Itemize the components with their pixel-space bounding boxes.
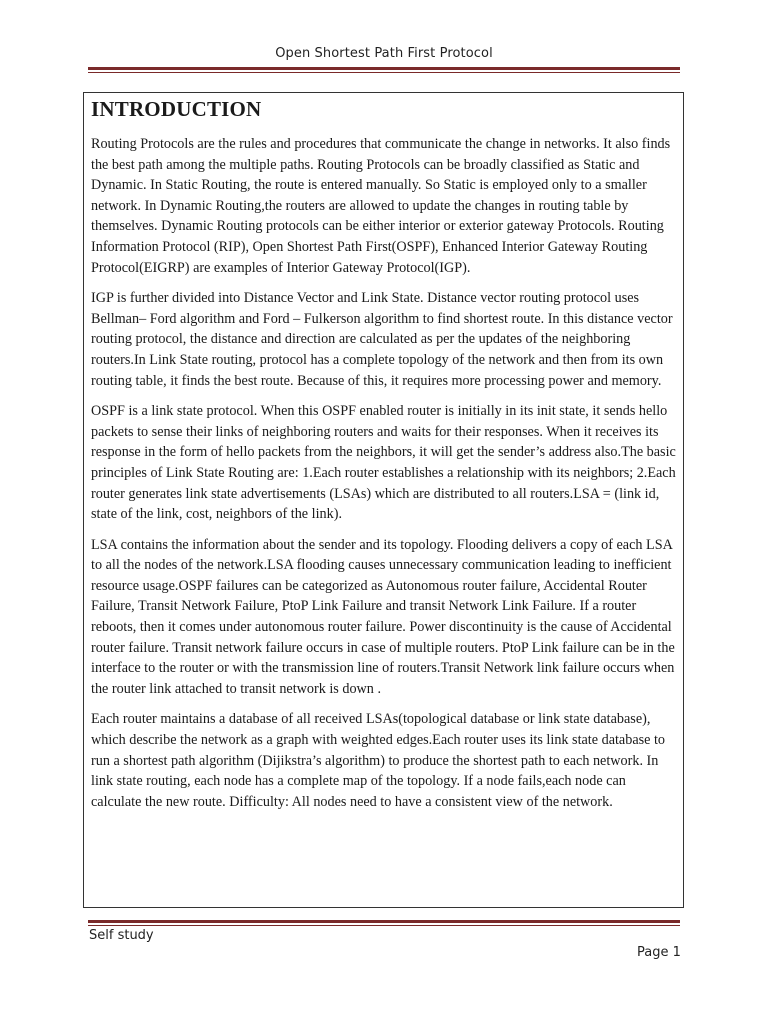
page-header-title: Open Shortest Path First Protocol	[275, 46, 493, 61]
footer-label: Self study	[89, 928, 154, 943]
content-frame	[83, 92, 684, 908]
paragraph-lsa: LSA contains the information about the sender and its topology. Flooding delivers a copy of each LSA to all the nodes of the network.LSA flooding causes unnecessary communication leading to inefficient resource usage.OSPF failures can be categorized as Autonomous router failure, Accidental Router Failure, Transit Network Failure, PtoP Link Failure and transit Network Link Failure. If a router reboots, then it comes under autonomous router failure. Power discontinuity is the cause of Accidental router failure. Transit network failure occurs in case of multiple routers. PtoP Link failure can be in the interface to the router or with the transmission line of routers.Transit Network link failure occurs when the router link attached to transit network is down .	[91, 536, 675, 697]
header-divider	[88, 67, 680, 73]
footer-divider	[88, 920, 680, 926]
paragraph-routing-protocols: Routing Protocols are the rules and procedures that communicate the change in networks. It also finds the best path among the multiple paths. Routing Protocols can be broadly classified as Static and Dynamic. In Static Routing, the route is entered manually. So Static is employed only to a smaller network. In Dynamic Routing,the routers are allowed to update the changes in routing table by themselves. Dynamic Routing protocols can be either interior or exterior gateway Protocols. Routing Information Protocol (RIP), Open Shortest Path First(OSPF), Enhanced Interior Gateway Routing Protocol(EIGRP) are examples of Interior Gateway Protocol(IGP).	[91, 136, 671, 276]
paragraph-ospf: OSPF is a link state protocol. When this OSPF enabled router is initially in its init state, it sends hello packets to sense their links of neighboring routers and waits for their responses. When it receives its response in the form of hello packets from the neighbors, it will get the sender’s address also.The basic principles of Link State Routing are: 1.Each router establishes a relationship with its neighbors; 2.Each router generates link state advertisements (LSAs) which are distributed to all routers.LSA = (link id, state of the link, cost, neighbors of the link).	[91, 403, 676, 523]
paragraph-database: Each router maintains a database of all received LSAs(topological database or link state database), which describe the network as a graph with weighted edges.Each router uses its link state database to run a shortest path algorithm (Dijikstra’s algorithm) to produce the shortest path to each network. In link state routing, each node has a complete map of the topology. If a node fails,each node can calculate the new route. Difficulty: All nodes need to have a consistent view of the network.	[91, 711, 666, 810]
section-heading: INTRODUCTION	[91, 97, 262, 121]
page-number: Page 1	[637, 945, 681, 960]
paragraph-igp: IGP is further divided into Distance Vector and Link State. Distance vector routing protocol uses Bellman– Ford algorithm and Ford – Fulkerson algorithm to find shortest route. In this distance vector routing protocol, the distance and direction are calculated as per the updates of the neighboring routers.In Link State routing, protocol has a complete topology of the network and then from its own routing table, it finds the best route. Because of this, it requires more processing power and memory.	[91, 290, 673, 389]
